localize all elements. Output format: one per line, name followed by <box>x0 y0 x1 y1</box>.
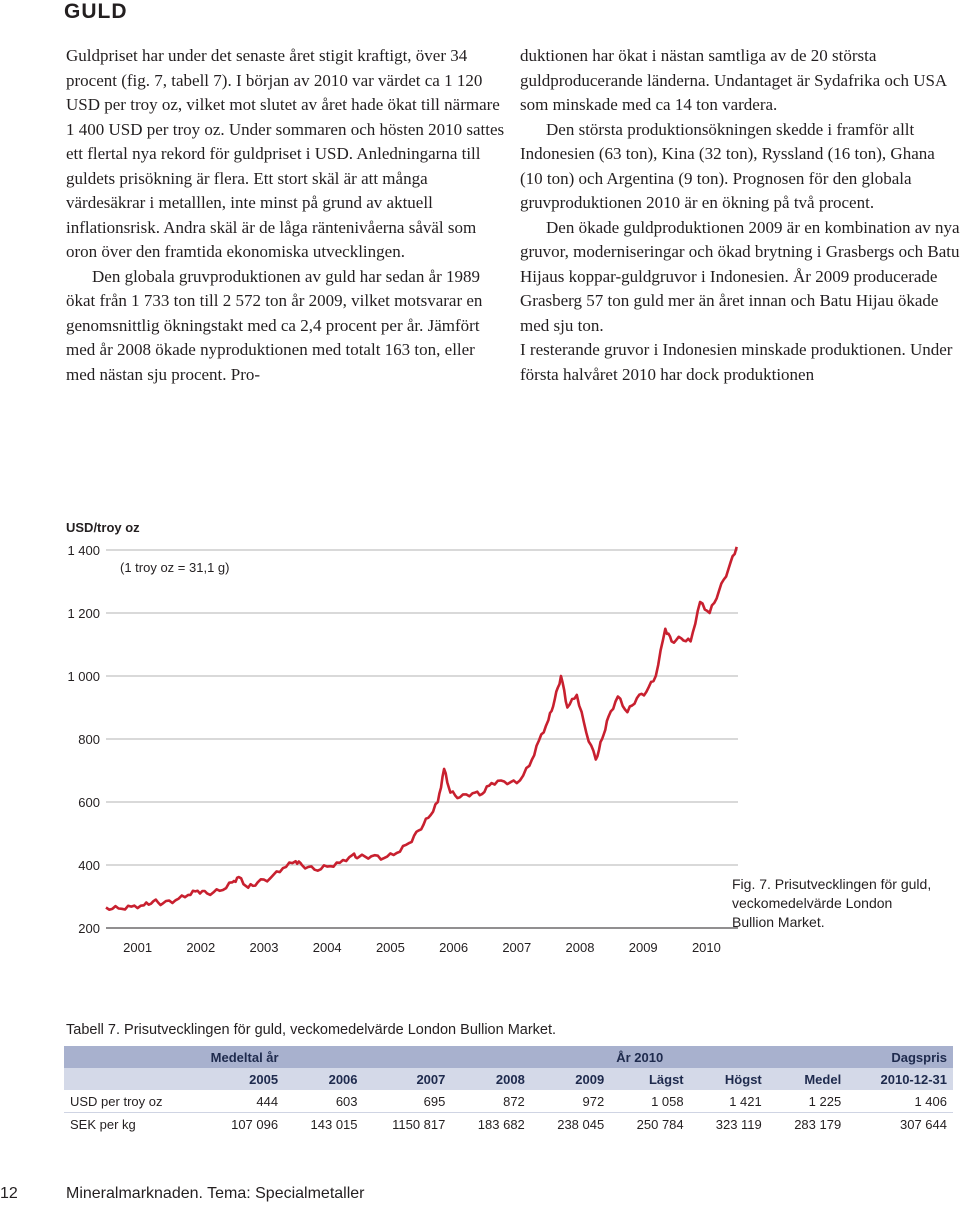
body-paragraph: Den ökade guldproduktionen 2009 är en kombination av nya gruvor, moderniseringar och ökad brytning i Grasbergs och Batu Hijaus koppar-guldgruvor i Indonesien. År 2009 producerade Grasberg 57 ton guld mer än året innan och Batu Hijau ökade med sju ton. <box>520 217 960 335</box>
table-cell: 1150 817 <box>364 1113 452 1136</box>
row-label: SEK per kg <box>64 1113 205 1136</box>
y-tick-label: 1 400 <box>67 543 100 558</box>
table-cell: 323 119 <box>690 1113 768 1136</box>
table-cell: 238 045 <box>531 1113 610 1136</box>
x-tick-label: 2004 <box>312 940 342 955</box>
body-paragraph: I resterande gruvor i Indonesien minskade produktionen. Under första halvåret 2010 har dock produktionen <box>520 340 953 384</box>
y-axis-title: USD/troy oz <box>66 520 140 535</box>
x-tick-label: 2003 <box>249 940 279 955</box>
column-header: 2010-12-31 <box>847 1068 953 1090</box>
row-label: USD per troy oz <box>64 1090 205 1113</box>
table-cell: 444 <box>205 1090 284 1113</box>
table-cell: 1 406 <box>847 1090 953 1113</box>
footer-title: Mineralmarknaden. Tema: Specialmetaller <box>66 1185 365 1202</box>
table-cell: 143 015 <box>284 1113 363 1136</box>
chart-annotation: (1 troy oz = 31,1 g) <box>120 560 230 575</box>
table-cell: 695 <box>364 1090 452 1113</box>
table-group-header-row <box>64 1046 953 1068</box>
table-cell: 107 096 <box>205 1113 284 1136</box>
column-header: 2005 <box>205 1068 284 1090</box>
x-tick-label: 2007 <box>502 940 532 955</box>
x-tick-label: 2001 <box>123 940 153 955</box>
table-cell: 1 421 <box>690 1090 768 1113</box>
column-header: Högst <box>690 1068 768 1090</box>
body-paragraph: duktionen har ökat i nästan samtliga av de 20 största guldproducerande länderna. Undantaget är Sydafrika och USA som minskade med ca 14 ton vardera. <box>520 46 947 114</box>
price-table <box>64 1046 953 1135</box>
x-tick-label: 2002 <box>186 940 216 955</box>
table-cell: 972 <box>531 1090 610 1113</box>
table-cell: 1 225 <box>768 1090 847 1113</box>
group-header: Dagspris <box>847 1046 953 1068</box>
x-tick-label: 2005 <box>375 940 405 955</box>
column-header: 2009 <box>531 1068 610 1090</box>
grid-lines <box>106 550 738 928</box>
y-tick-label: 400 <box>78 858 100 873</box>
y-tick-label: 200 <box>78 921 100 936</box>
table-corner <box>64 1068 205 1090</box>
table-corner <box>64 1046 205 1068</box>
x-tick-labels <box>123 940 721 955</box>
x-tick-label: 2006 <box>439 940 469 955</box>
body-paragraph: Den största produktionsökningen skedde i framför allt Indonesien (63 ton), Kina (32 ton), Ryssland (16 ton), Ghana (10 ton) och Argentina (9 ton). Prognosen för den globala gruvproduktionen 2010 är en ökning på två procent. <box>520 119 935 212</box>
y-tick-label: 800 <box>78 732 100 747</box>
table-cell: 183 682 <box>451 1113 530 1136</box>
column-header: 2008 <box>451 1068 530 1090</box>
body-paragraph: Guldpriset har under det senaste året stigit kraftigt, över 34 procent (fig. 7, tabell 7). I början av 2010 var värdet ca 1 120 USD per troy oz, vilket mot slutet av året hade ökat till närmare 1 400 USD per troy oz. Under sommaren och hösten 2010 sattes ett flertal nya rekord för guldpriset i USD. Anledningarna till guldets prisökning är flera. Ett stort skäl är att många värdesäkrar i metalllen, inte minst på grund av aktuell inflationsrisk. Andra skäl är de låga räntenivåerna såväl som oron över den framtida ekonomiska utvecklingen. <box>66 46 505 261</box>
section-title: GULD <box>64 0 128 23</box>
table-cell: 250 784 <box>610 1113 689 1136</box>
series-line <box>106 547 737 910</box>
table-cell: 283 179 <box>768 1113 847 1136</box>
x-tick-label: 2010 <box>691 940 721 955</box>
page-number: 12 <box>0 1185 18 1202</box>
table-cell: 872 <box>451 1090 530 1113</box>
x-tick-label: 2009 <box>628 940 658 955</box>
x-tick-label: 2008 <box>565 940 595 955</box>
column-header: Lägst <box>610 1068 689 1090</box>
body-paragraph: Den globala gruvproduktionen av guld har sedan år 1989 ökat från 1 733 ton till 2 572 ton år 2009, vilket motsvarar en genomsnittlig ökningstakt med ca 2,4 procent per år. Jämfört med år 2008 ökade nyproduktionen med totalt 163 ton, eller med nästan sju procent. Pro- <box>66 266 483 384</box>
table-caption: Tabell 7. Prisutvecklingen för guld, veckomedelvärde London Bullion Market. <box>66 1022 557 1038</box>
column-header: 2006 <box>284 1068 363 1090</box>
y-tick-labels <box>67 543 100 936</box>
y-tick-label: 600 <box>78 795 100 810</box>
table-cell: 603 <box>284 1090 363 1113</box>
body-column-left <box>66 44 506 387</box>
table-cell: 307 644 <box>847 1113 953 1136</box>
table-column-header-row <box>64 1068 953 1090</box>
table-row <box>64 1090 953 1113</box>
column-header: 2007 <box>364 1068 452 1090</box>
y-tick-label: 1 000 <box>67 669 100 684</box>
group-header: År 2010 <box>610 1046 847 1068</box>
column-header: Medel <box>768 1068 847 1090</box>
group-header: Medeltal år <box>205 1046 611 1068</box>
body-column-right <box>520 44 960 387</box>
table-cell: 1 058 <box>610 1090 689 1113</box>
y-tick-label: 1 200 <box>67 606 100 621</box>
table-row <box>64 1113 953 1136</box>
figure-caption: Fig. 7. Prisutvecklingen för guld, veckomedelvärde London Bullion Market. <box>732 876 932 930</box>
